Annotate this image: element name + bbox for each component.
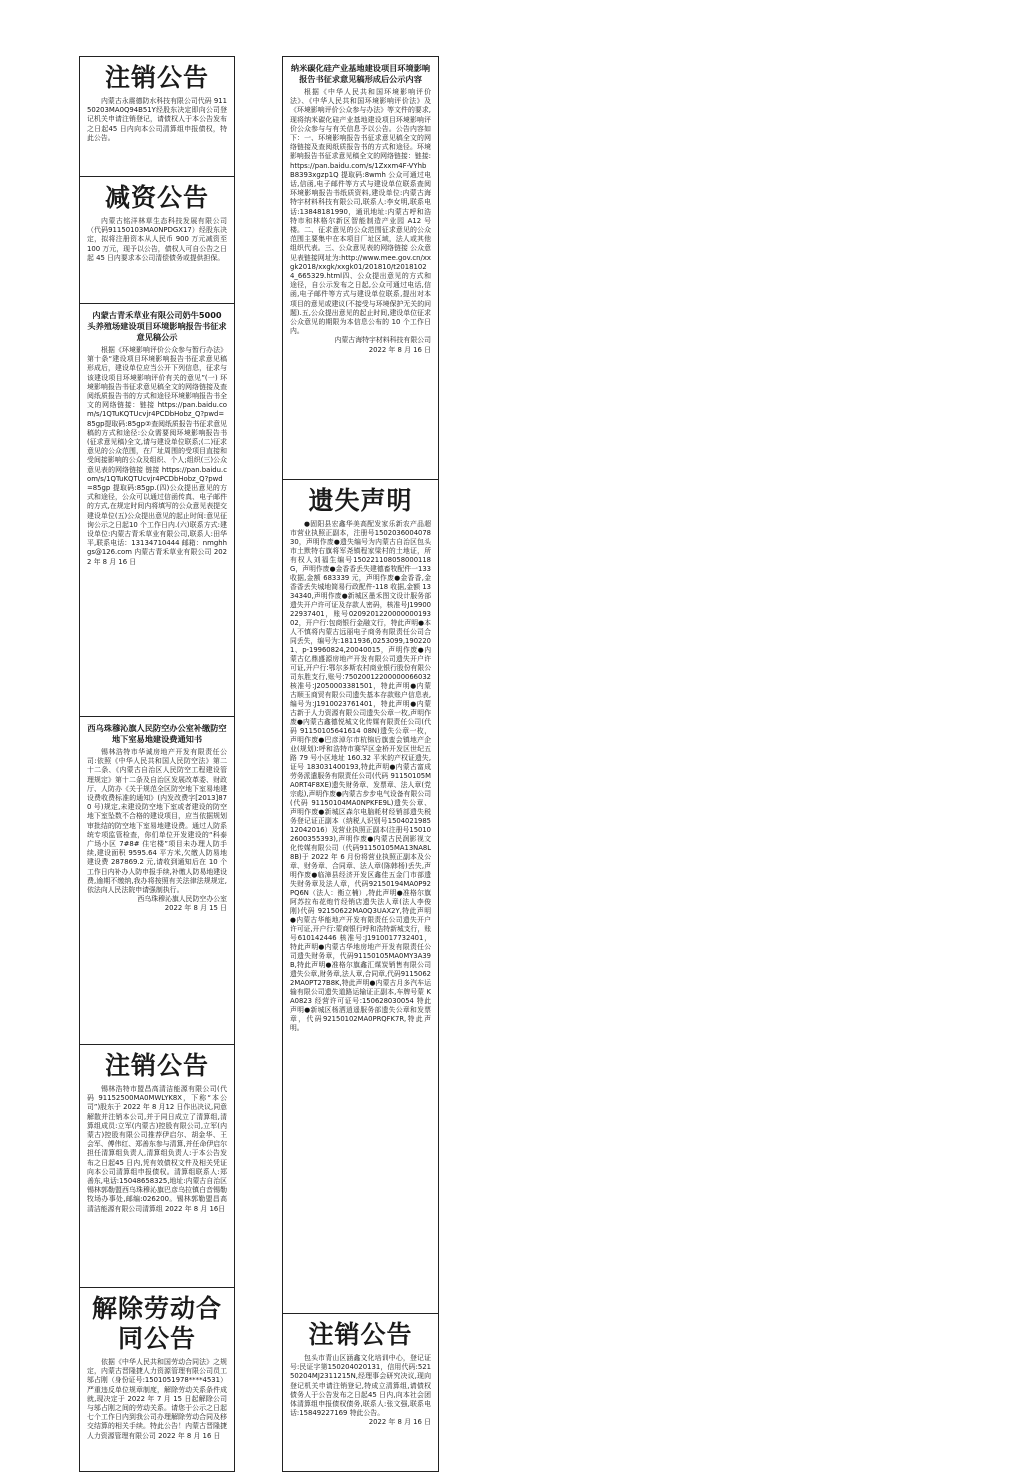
- notice-title: 注销公告: [308, 1320, 413, 1349]
- notice-title: 注销公告: [104, 1051, 209, 1080]
- notice-signature-date: 2022 年 8 月 16 日: [368, 1418, 431, 1427]
- notice-cancellation-3: [283, 1314, 438, 1469]
- notice-title: 解除劳动合同公告: [91, 1294, 222, 1353]
- notice-env-impact-nanosic: [283, 57, 438, 480]
- notice-body: 依据《中华人民共和国劳动合同法》之规定，内蒙古晋隆捷人力资源管理有限公司员工邬占刚（身份证号:1501051978****4531）严重违反单位规章制度，解除劳动关系条件成就,现决定于 2022 年 7 月 15 日起解除公司与邬占刚之间的劳动关系。请您于公示之日起七个工作日内到我公司办理解除劳动合同及移交结算的相关手续。特此公告！内蒙古晋隆捷人力资源管理有限公司 2022 年 8 月 16 日: [87, 1358, 227, 1440]
- notice-lost-statements: [283, 480, 438, 1314]
- notice-labor-contract: [80, 1288, 234, 1469]
- notice-title: 注销公告: [104, 63, 209, 92]
- notice-title: 西乌珠穆沁旗人民防空办公室补缴防空地下室易地建设费通知书: [87, 723, 227, 744]
- notice-body: 内蒙古铭洋林草生态科技发展有限公司（代码91150103MA0NPDGX17）经股东决定，拟将注册资本从人民币 900 万元减资至 100 万元，现予以公告，债权人可自公告之日起 45 日内要求本公司清偿债务或提供担保。: [87, 217, 227, 262]
- right-column: [282, 56, 439, 1472]
- notice-capital-reduction: [80, 177, 234, 304]
- notice-title: 遗失声明: [308, 486, 413, 515]
- notice-title: 内蒙古青禾草业有限公司奶牛5000 头养殖场建设项目环境影响报告书征求意见稿公示: [87, 310, 227, 342]
- left-column: [79, 56, 235, 1472]
- notice-env-impact-qinghe: [80, 304, 234, 717]
- notice-title: 纳米碳化硅产业基地建设项目环境影响报告书征求意见稿形成后公示内容: [290, 63, 431, 84]
- notice-body: 内蒙古永震德防水科技有限公司代码 91150203MA0Q94B51Y经股东决定即向公司登记机关申请注销登记，请债权人于本公告发布之日起45 日内向本公司清算组申报债权，特此公告。: [87, 97, 227, 142]
- notice-cancellation-1: [80, 57, 234, 177]
- notice-body: 根据《中华人民共和国环境影响评价法》、《中华人民共和国环境影响评价法》及《环境影响评价公众参与办法》等文件的要求,现将纳米碳化硅产业基地建设项目环境影响评价公众参与与有关信息予以公告。公告内容如下：一、环境影响报告书征求意见稿全文的网络链接及查阅纸质报告书的方式和途径。环境影响报告书征求意见稿全文的网络链接：链接:https://pan.baidu.com/s/1Zxxm4F-VYhbB8393xgzp1Q 提取码:8wmh 公众可通过电话,信函,电子邮件等方式与建设单位联系查阅环境影响报告书纸质资料,建设单位:内蒙古海特宇材料科技有限公司,联系人:李女明,联系电话:13848181990，通讯地址:内蒙古呼和浩特市和林格尔新区智能制造产业园 A12 号楼。二、征求意见的公众范围征求意见的公众范围主要集中在本项目厂址区域，法人或其他组织代表。三、公众意见表的网络链接 公众意见表链接网址为:http://www.mee.gov.cn/xxgk2018/xxgk/xxgk01/201810/t20181024_665329.html四、公众提出意见的方式和途径，自公示发布之日起,公众可通过电话,信函,电子邮件等方式与建设单位联系,提出对本项目的意见或建议(不接受与环境保护无关的问题).五,公众提出意见的起止时间,建设单位征求公众意见的期限为本信息公布的 10 个工作日内。: [290, 88, 431, 336]
- notice-signature-org: 内蒙古海特宇材料科技有限公司: [334, 336, 431, 345]
- notice-signature-date: 2022 年 8 月 16 日: [368, 345, 431, 354]
- notice-signature-org: 西乌珠穆沁旗人民防空办公室: [137, 895, 227, 904]
- notice-cancellation-2: [80, 1045, 234, 1288]
- notice-body: 包头市青山区涵鑫文化培训中心，登记证号:民证字第150204020131，信用代码:52150204MJ2311215N,经理事会研究决议,现向登记机关申请注销登记,特成立清算组,请债权债务人于公告发布之日起45 日内,向本社会团体清算组申报债权债务,联系人:张文强,联系电话:15849227169 特此公告。: [290, 1354, 431, 1418]
- notice-body: 锡林浩特市华诚房地产开发有限责任公司:依照《中华人民共和国人民防空法》第二十二条、《内蒙古自治区人民防空工程建设管理规定》第十二条及自治区发展改革委、财政厅、人防办《关于规范全区防空地下室易地建设费收费标准的通知》(内发改费字[2013]870 号)规定,未建设防空地下室或者建设的防空地下室坠数不合格的建设项目，应当依据规划审批结的防空地下室易地建设费。通过人防系统专项监管检查，你们单位开发建设的“科泰广场小区 7#8# 住宅楼”项目未办理人防手续,建设面积 9595.64 平方米,欠缴人防易地建设费 287869.2 元,请收到通知后在 10 个工作日内补办人防申报手续,补缴人防易地建设费,逾期不缴纳,我办将按照有关法律法规规定,依法向人民法院申请强制执行。: [87, 748, 228, 895]
- notice-civil-air-defense: [80, 717, 234, 1045]
- notice-title: 减资公告: [104, 183, 209, 212]
- notice-body: ●固阳县宏鑫华美高配发家乐新农产品超市营业执照正副本，注册号150203600407830，声明作废●遗失编号为内蒙古自治区包头市土默特右旗将军尧镇程家梁村的土地证，所有权人刘福生编号150221108058000118G，声明作废●金香香丢失建德畜牧配件一133 收据,金额 683339 元，声明作废●金香香,金香香丢失城地简易行政配件-118 收据,金额 1334340,声明作废●新城区墨禾图文设计服务部遗失开户许可证及存款人密码，核准号J1990022937401，账号020920122000000019302，开户行:包商银行金融文行，特此声明●本人不慎将内蒙古远丽电子商务有限责任公司合同丢失，编号为:1811936,0253099,1902201、p-19960824,20040015，声明作废●内蒙古亿鼎盛源房地产开发有限公司遗失开户许可证,开户行:鄂尔多斯农村商业银行股份有限公司东胜支行,账号:75020012200000066032 核准号:J2050003381501，特此声明●内蒙古顺玉商贸有限公司遗失基本存款账户信息表,编号为:J1910023761401，特此声明●内蒙古新于人力资源有限公司遗失公章一枚,声明作废●内蒙古鑫德悦城文化传媒有限责任公司(代码 91150105641614 08N)遗失公章一枚，声明作废●巴彦淖尔市杭锦后旗蛮会镇地产企业(规划):呼和浩特市赛罕区金桥开发区世纪五路 79 号小区地址 160.32 平米的产权证遗失,证号 183031400193,特此声明●内蒙古富成劳务派遣服务有限责任公司(代码 91150105MA0RT4F8XE)遗失财务章、发票章、法人章(党宗彪),声明作废●内蒙古步步电气设备有限公司(代码 91150104MA0NPKFE9L)遗失公章、声明作废●新城区森尔电脑耗材经销部遗失税务登记证正副本（纳税人识别号150402198512042016）及营业执照正副本(注册号150102600355393),声明作废●内蒙古民润影视文化传媒有限公司（代码91150105MA13NA8L8B)于 2022 年 6 月份将营业执照正副本及公章、财务章、合同章、法人章(陈韩杨)丢失,声明作废●临漳县经济开发区鑫佳五金门市部遗失财务章及法人章，代码92150194MA0P92PQ6N（法人：衡立楠）,特此声明●准格尔旗阿苏拉布花炮竹经销店遗失法人章(法人李俊刚)代码 92150622MA0Q3UAX2Y,特此声明●内蒙古华能地产开发有限责任公司遗失开户许可证,开户行:蒙商银行呼和浩特新城支行，账号610142446 核准号:J1910017732401，特此声明●内蒙古华地房地产开发有限责任公司遗失财务章，代码91150105MA0MY3A39B,特此声明●准格尔旗鑫汇煤炭销售有限公司遗失公章,财务章,法人章,合同章,代码91150622MA0PT27B8K,特此声明●内蒙古月多汽车运输有限公司遗失道路运输证正副本,车牌号蒙 KA0823 经营许可证号:150628030054 特此声明●新城区杨洒逍遥服务部遗失公章和发票章，代码92150102MA0PRQFK7R,特此声明。: [290, 520, 431, 1032]
- notice-body: 根据《环境影响评价公众参与暂行办法》第十条“建设项目环境影响报告书征求意见稿形成后，建设单位应当公开下列信息，征求与该建设项目环境影响评价有关的意见”(一) 环境影响报告书征求意见稿全文的网络链接及查阅纸质报告书的方式和途径环境影响报告书全文的网络链接：链接 https://pan.baidu.com/s/1QTuKQTUcvjr4PCDbHobz_Q?pwd=85gp提取码:85gp②查阅纸质报告书征求意见稿的方式和途径:公众需要阅环境影响报告书(征求意见稿)全文,请与建设单位联系;(二)征求意见的公众范围，在厂址周围的受项目直接和受间接影响的公众及组织、个人;组织(三)公众意见表的网络链接 链接 https://pan.baidu.com/s/1QTuKQTUcvjr4PCDbHobz_Q?pwd=85gp 提取码:85gp.(四)公众提出意见的方式和途径，公众可以通过信函传真、电子邮件的方式,在规定时间内将填写的公众意见表提交建设单位(五)公众提出意见的起止时间:意见征询公示之日起10 个工作日内.(六)联系方式:建设单位:内蒙古青禾草业有限公司,联系人:田华平,联系电话：13134710444 邮箱：nmghhgs@126.com 内蒙古青禾草业有限公司 2022 年 8 月 16 日: [87, 346, 228, 566]
- notice-signature-date: 2022 年 8 月 15 日: [164, 904, 227, 913]
- notice-body: 锡林浩特市盟昌高清洁能源有限公司(代码 91152500MA0MWLYK8X，下称“本公司”)股东于 2022 年 8 月12 日作出决议,同意解散并注销本公司,并于同日成立了清算组,清算组成员:立军(内蒙古)控股有限公司,立军(内蒙古)控股有限公司推荐伊启尔、胡金华、王会军、傅伟红、郑善东参与清算,并任命伊启尔担任清算组负责人,清算组负责人:于本公告发布之日起45 日内,凭有效债权文件及相关凭证向本公司清算组申报债权。清算组联系人:郑善东,电话:15048658325,地址:内蒙古自治区锡林郭勒盟西乌珠穆沁旗巴彦乌拉镇白音锡勒牧场办事处,邮编:026200。锡林郭勒盟昌高清洁能源有限公司清算组 2022 年 8 月 16日: [87, 1085, 228, 1213]
